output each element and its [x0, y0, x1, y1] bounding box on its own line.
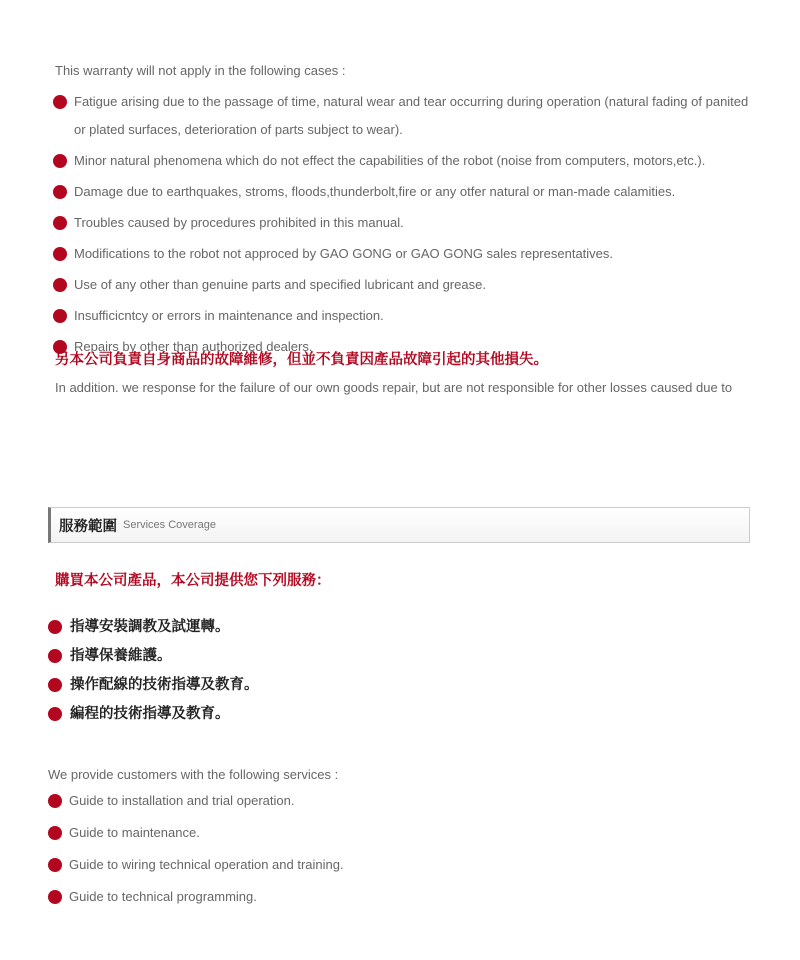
list-item [48, 645, 259, 674]
red-bullet-icon [53, 216, 67, 230]
list-item [48, 883, 748, 911]
red-bullet-icon [48, 707, 62, 721]
list-item [48, 851, 748, 879]
red-bullet-icon [48, 678, 62, 692]
list-item [53, 209, 753, 237]
list-item-text: Insufficicntcy or errors in maintenance and inspection. [74, 308, 384, 323]
list-item [53, 271, 753, 299]
list-item-text: Minor natural phenomena which do not effect the capabilities of the robot (noise from computers, motors,etc.). [74, 153, 706, 168]
services-list-en [48, 787, 748, 915]
list-item [48, 787, 748, 815]
red-bullet-icon [48, 826, 62, 840]
red-bullet-icon [53, 185, 67, 199]
list-item [48, 819, 748, 847]
list-item-text: 指導保養維護。 [70, 648, 172, 664]
section-title-en: Services Coverage [123, 519, 216, 531]
warranty-intro: This warranty will not apply in the following cases : [55, 63, 346, 78]
list-item [53, 178, 753, 206]
services-coverage-header [48, 507, 750, 543]
list-item [53, 147, 753, 175]
list-item-text: Repairs by other than authorized dealers. [74, 339, 313, 354]
list-item-text: Guide to maintenance. [69, 825, 200, 840]
liability-note-text: In addition. we response for the failure of our own goods repair, but are not responsible for other losses caused due to [55, 380, 733, 395]
services-intro-en: We provide customers with the following services : [48, 767, 339, 782]
list-item-text: 操作配線的技術指導及教育。 [70, 677, 259, 693]
list-item [48, 674, 259, 703]
section-title-zh: 服務範圍 [59, 518, 117, 535]
list-item [48, 703, 259, 732]
list-item-text: Troubles caused by procedures prohibited in this manual. [74, 215, 404, 230]
red-bullet-icon [48, 794, 62, 808]
list-item-text: Modifications to the robot not approced by GAO GONG or GAO GONG sales representatives. [74, 246, 614, 261]
liability-note-heading: 另本公司負責自身商品的故障維修，但並不負責因產品故障引起的其他損失。 [55, 352, 548, 368]
list-item-text: Use of any other than genuine parts and specified lubricant and grease. [74, 277, 486, 292]
red-bullet-icon [48, 620, 62, 634]
services-heading: 購買本公司產品，本公司提供您下列服務： [55, 573, 331, 589]
list-item [53, 302, 753, 330]
red-bullet-icon [53, 247, 67, 261]
warranty-exclusion-list [53, 88, 753, 364]
list-item-text: Fatigue arising due to the passage of time, natural wear and tear occurring during operation (natural fading of panited or plated surfaces, deterioration of parts subject to wear). [74, 94, 749, 137]
list-item [53, 240, 753, 268]
list-item-text: Guide to wiring technical operation and training. [69, 857, 344, 872]
list-item-text: Guide to technical programming. [69, 889, 257, 904]
list-item-text: 編程的技術指導及教育。 [70, 706, 230, 722]
red-bullet-icon [53, 278, 67, 292]
list-item-text: 指導安裝調教及試運轉。 [70, 619, 230, 635]
red-bullet-icon [53, 309, 67, 323]
red-bullet-icon [53, 95, 67, 109]
red-bullet-icon [48, 649, 62, 663]
red-bullet-icon [48, 858, 62, 872]
services-list-zh [48, 616, 259, 732]
red-bullet-icon [48, 890, 62, 904]
list-item [48, 616, 259, 645]
list-item [53, 88, 753, 144]
list-item-text: Damage due to earthquakes, stroms, floods,thunderbolt,fire or any otfer natural or man-made calamities. [74, 184, 676, 199]
red-bullet-icon [53, 154, 67, 168]
list-item-text: Guide to installation and trial operation. [69, 793, 295, 808]
